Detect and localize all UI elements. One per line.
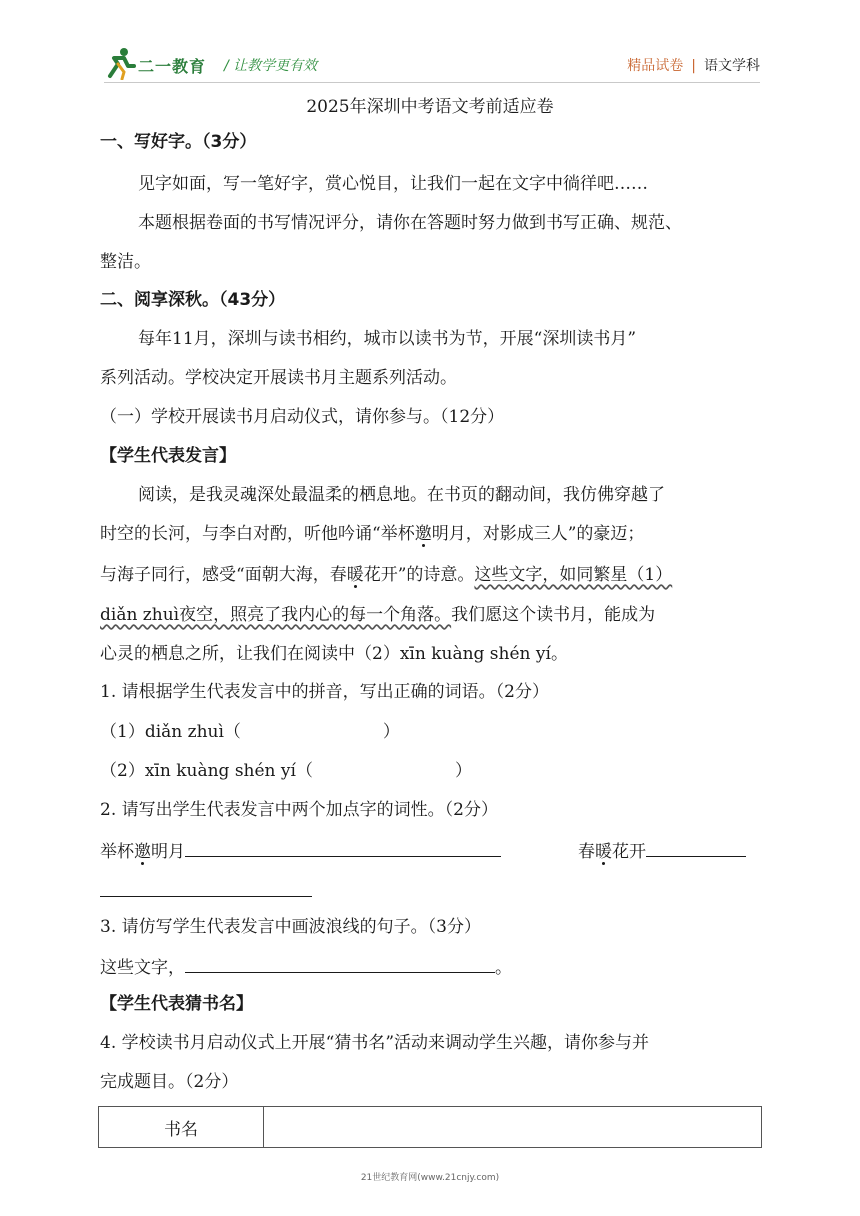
table-row	[99, 1107, 762, 1148]
page-footer: 21世纪教育网(www.21cnjy.com)	[360, 1173, 500, 1183]
runner-logo-icon	[104, 46, 136, 80]
question-2: 2. 请写出学生代表发言中两个加点字的词性。（2分）	[100, 800, 498, 820]
wavy-underlined-text: diǎn zhuì夜空，照亮了我内心的每一个角落。	[100, 605, 452, 625]
section-1-para-2-cont: 整洁。	[100, 252, 151, 272]
q1-answer-2-end: ）	[454, 761, 472, 781]
table-cell-answer[interactable]	[264, 1107, 762, 1148]
header-right	[627, 55, 760, 75]
question-4-cont: 完成题目。（2分）	[100, 1072, 239, 1092]
subsection-1-heading: （一）学校开展读书月启动仪式，请你参与。（12分）	[100, 407, 505, 427]
dotted-char: 邀	[134, 842, 151, 862]
brand-name: 二一教育	[138, 57, 207, 76]
q1-answer-1-label: （1）diǎn zhuì（	[100, 722, 241, 742]
speech-text: 明月，对影成三人”的豪迈；	[431, 524, 645, 544]
q1-answer-2	[100, 759, 472, 783]
q1-answer-1-end: ）	[382, 722, 400, 742]
section-1-para-2: 本题根据卷面的书写情况评分，请你在答题时努力做到书写正确、规范、	[138, 213, 682, 233]
q2-word-2-end: 花开	[612, 842, 646, 862]
dotted-char: 暖	[346, 565, 364, 585]
header-divider	[104, 82, 760, 83]
table-header-book-title: 书名	[99, 1107, 264, 1148]
question-3: 3. 请仿写学生代表发言中画波浪线的句子。（3分）	[100, 917, 481, 937]
section-1-heading: 一、写好字。（3分）	[100, 132, 257, 152]
q3-answer-line[interactable]	[185, 954, 495, 973]
speech-text: 时空的长河，与李白对酌，听他吟诵“举杯	[100, 524, 415, 544]
speech-line-1: 阅读，是我灵魂深处最温柔的栖息地。在书页的翻动间，我仿佛穿越了	[138, 485, 665, 505]
guess-title-tag: 【学生代表猜书名】	[100, 994, 253, 1014]
wavy-underlined-text: 这些文字，如同繁星（1）	[474, 565, 673, 585]
dotted-char: 邀	[414, 524, 432, 544]
q2-answer-row-1	[100, 838, 501, 864]
q3-prefix: 这些文字，	[100, 958, 185, 978]
q2-word-1-end: 明月	[151, 842, 185, 862]
header-label-premium: 精品试卷	[627, 58, 684, 74]
speech-line-2	[100, 522, 644, 546]
header-separator: |	[691, 58, 696, 74]
q2-answer-2-line-cont[interactable]	[100, 896, 312, 897]
dotted-char: 暖	[595, 842, 612, 862]
q2-answer-2-line[interactable]	[646, 838, 746, 857]
speech-tag: 【学生代表发言】	[100, 446, 236, 466]
question-4: 4. 学校读书月启动仪式上开展“猜书名”活动来调动学生兴趣，请你参与并	[100, 1033, 650, 1053]
q2-answer-row-2	[578, 838, 746, 864]
paper-title: 2025年深圳中考语文考前适应卷	[306, 97, 554, 117]
speech-text: 与海子同行，感受“面朝大海，春	[100, 565, 347, 585]
q1-answer-1	[100, 720, 400, 744]
question-1: 1. 请根据学生代表发言中的拼音，写出正确的词语。（2分）	[100, 682, 549, 702]
q2-word-1: 举杯	[100, 842, 134, 862]
speech-text: 花开”的诗意。	[363, 565, 475, 585]
speech-line-3	[100, 563, 672, 587]
speech-line-5: 心灵的栖息之所，让我们在阅读中（2）xīn kuàng shén yí。	[100, 644, 568, 664]
speech-line-4	[100, 603, 655, 627]
q3-answer-row	[100, 954, 512, 980]
brand-slogan: / 让教学更有效	[224, 58, 318, 74]
section-2-intro: 每年11月，深圳与读书相约，城市以读书为节，开展“深圳读书月”	[138, 329, 637, 349]
section-2-intro-cont: 系列活动。学校决定开展读书月主题系列活动。	[100, 368, 457, 388]
q1-answer-2-label: （2）xīn kuàng shén yí（	[100, 761, 313, 781]
speech-text: 我们愿这个读书月，能成为	[451, 605, 656, 625]
header-label-subject: 语文学科	[704, 58, 760, 74]
q3-suffix: 。	[495, 958, 512, 978]
guess-book-table	[98, 1106, 762, 1148]
q2-word-2: 春	[578, 842, 595, 862]
section-1-para-1: 见字如面，写一笔好字，赏心悦目，让我们一起在文字中徜徉吧……	[138, 174, 648, 194]
section-2-heading: 二、阅享深秋。（43分）	[100, 290, 286, 310]
page-header	[104, 46, 760, 84]
q2-answer-1-line[interactable]	[185, 838, 501, 857]
